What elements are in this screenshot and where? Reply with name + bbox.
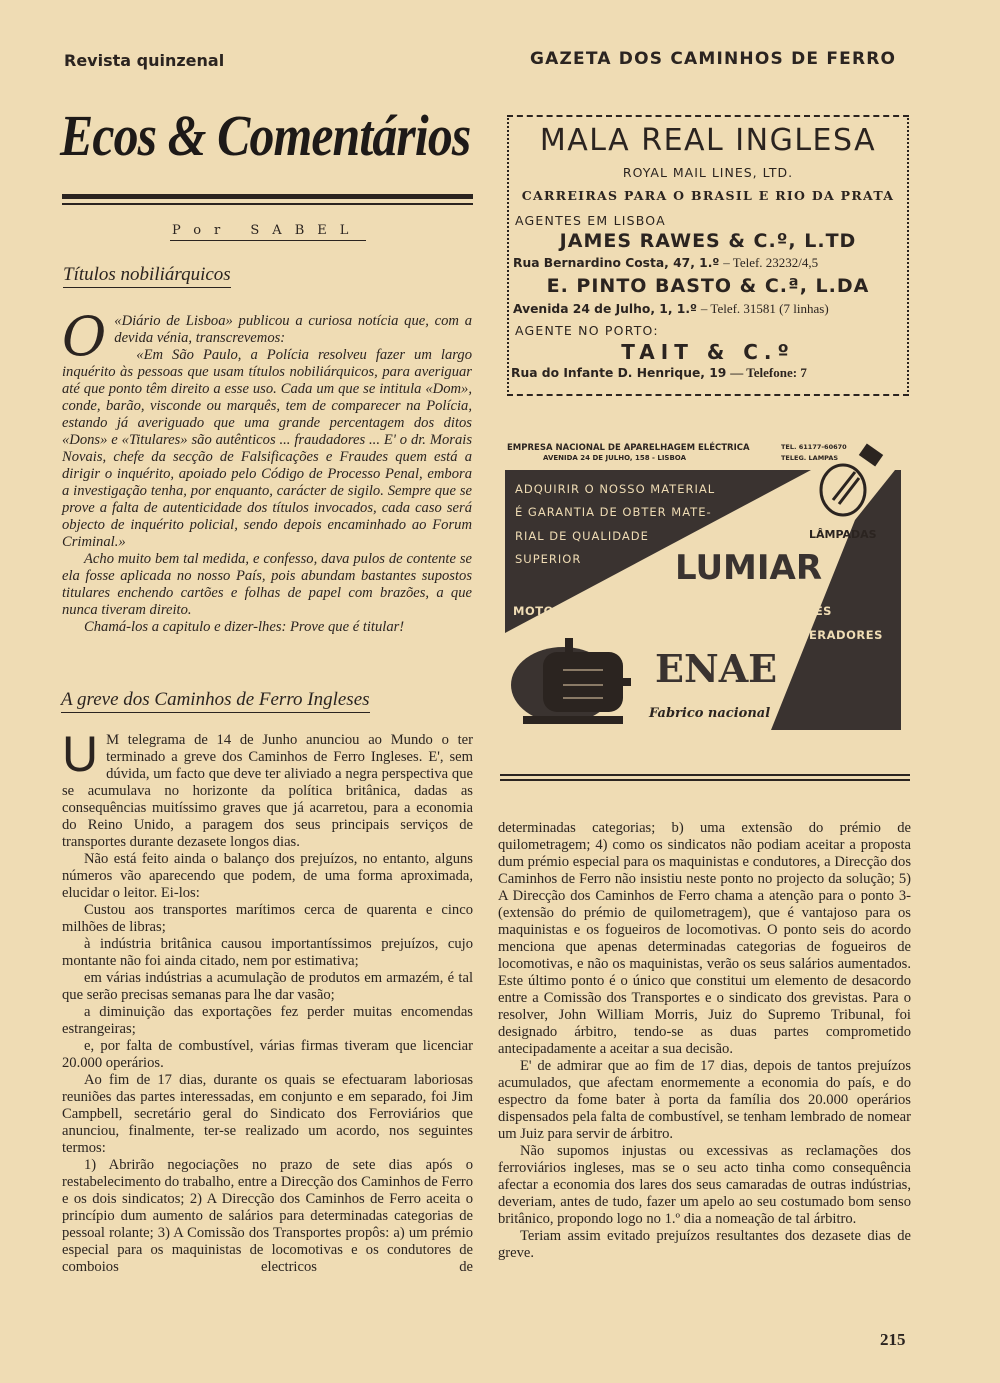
article2-body-left — [62, 726, 473, 1276]
paragraph: Não está feito ainda o balanço dos prejuízos, no entanto, alguns números vão aparecendo que podem, de uma forma aproximada, elucidar o leitor. Ei-los: — [62, 851, 473, 901]
ad-agent3: TAIT & C.º — [621, 340, 795, 364]
ad-brand-enae: ENAE — [655, 646, 778, 691]
ad-agent1-address: Rua Bernardino Costa, 47, 1.º — [513, 256, 720, 270]
ad-agent3-contact — [511, 365, 907, 381]
ad-company-address: AVENIDA 24 DE JULHO, 158 - LISBOA — [543, 454, 686, 462]
paragraph: determinadas categorias; b) uma extensão do prémio de quilometragem; 4) como os sindicatos não podiam aceitar a proposta dum prémio especial para os maquinistas e condutores, a Direcção dos Caminhos de Ferro não insistiu neste ponto no projecto da solução; 5) A Direcção dos Caminhos de Ferro chama a atenção para o ponto 3- (extensão do prémio de quilometragem), que é vantajoso para os maquinistas e os fogueiros de locomotivas. O ponto seis do acordo menciona que apenas determinadas categorias de fogueiros de locomotivas, e não os maquinistas, verão os seus salários aumentados. Este último ponto é o único que constitui um elemento de desacordo entre a Comissão dos Transportes e o sindicato dos grevistas. Para o resolver, John William Morris, Juiz do Supremo Tribunal, foi designado árbitro, tendo-se as duas partes comprometido antecipadamente a aceitar a sua decisão. — [498, 820, 911, 1057]
ad-agent2-contact — [513, 301, 907, 317]
paragraph: em várias indústrias a acumulação de produtos em armazém, é tal que serão precisas semanas para lhe dar vasão; — [62, 970, 473, 1003]
ad-slogan-line: RIAL DE QUALIDADE — [515, 529, 649, 543]
ad-lampadas: LÂMPADAS — [809, 528, 877, 541]
column-title: Ecos & Comentários — [60, 103, 471, 168]
paragraph: E' de admirar que ao fim de 17 dias, depois de tantos prejuízos acumulados, que afectam enormemente a economia do país, e do espectro da fome bater à porta da família dos 20.000 operários dispensados pela falta de combustível, se tenham lembrado de nomear um Juiz para servir de árbitro. — [498, 1058, 911, 1142]
article1-body — [62, 305, 472, 636]
title-rule-thin — [62, 203, 473, 205]
ad-tagline: Fabrico nacional — [649, 706, 771, 721]
paragraph: Acho muito bem tal medida, e confesso, dava pulos de contente se ela fosse aplicada no nosso País, pois abundam bastantes supostos titulares enchendo cartões e folhas de papel com brazões, a que nunca tiveram direito. — [62, 551, 472, 618]
ad-slogan-line: SUPERIOR — [515, 552, 582, 566]
byline-underline — [170, 240, 366, 241]
column-divider-rule — [500, 774, 910, 776]
header-magazine-title: GAZETA DOS CAMINHOS DE FERRO — [530, 49, 897, 69]
ad-enae — [503, 440, 905, 732]
ad-agent2: E. PINTO BASTO & C.ª, L.DA — [546, 275, 870, 297]
ad-mala-real-inglesa — [507, 115, 909, 396]
ad-slogan-line: ADQUIRIR O NOSSO MATERIAL — [515, 482, 716, 496]
title-rule-thick — [62, 194, 473, 199]
paragraph: Ao fim de 17 dias, durante os quais se efectuaram laboriosas reuniões das partes interessadas, em conjunto e em separado, foi Jim Campbell, secretário geral do Sindicato dos Ferroviários que anunciou, finalmente, ter-se realizado um acordo, nos seguintes termos: — [62, 1072, 473, 1156]
ad-products: MOTORES ELÉCTRICOS — TRANSFORMADORES — [513, 604, 832, 618]
ad-agent2-phone: – Telef. 31581 (7 linhas) — [700, 301, 829, 316]
ad-geradores: GERADORES — [799, 628, 883, 642]
ad-slogan-line: É GARANTIA DE OBTER MATE- — [515, 505, 712, 519]
ad-agent3-address: Rua do Infante D. Henrique, 19 — [511, 366, 727, 380]
paragraph: Teriam assim evitado prejuízos resultantes dos dezasete dias de greve. — [498, 1228, 911, 1261]
ad-agent1-phone: – Telef. 23232/4,5 — [723, 255, 819, 270]
paragraph: a diminuição das exportações fez perder muitas encomendas estrangeiras; — [62, 1004, 473, 1037]
article2-heading: A greve dos Caminhos de Ferro Ingleses — [61, 689, 370, 713]
paragraph: M telegrama de 14 de Junho anunciou ao Mundo o ter terminado a greve dos Caminhos de Ferro Ingleses. E', sem dúvida, um facto que deve ter aliviado a negra perspectiva que se acumulava no horizonte da política britânica, dadas as consequências muitíssimo graves que já acarretou, para a economia do Reino Unido, a paragem dos seus principais serviços de transportes durante dezasete longos dias. — [62, 732, 473, 850]
article1-heading: Títulos nobiliárquicos — [63, 264, 231, 288]
ad-agent2-address: Avenida 24 de Julho, 1, 1.º — [513, 302, 697, 316]
ad-agent1: JAMES RAWES & C.º, L.TD — [559, 230, 857, 252]
ad-telegram: TELEG. LAMPAS — [781, 454, 839, 462]
drop-cap: O — [62, 305, 107, 368]
electric-motor-icon — [511, 638, 631, 724]
byline: Por SABEL — [172, 223, 362, 238]
paragraph: e, por falta de combustível, várias firmas tiveram que licenciar 20.000 operários. — [62, 1038, 473, 1071]
ad-subtitle: ROYAL MAIL LINES, LTD. — [622, 165, 794, 180]
paragraph: «Diário de Lisboa» publicou a curiosa notícia que, com a devida vénia, transcrevemos: — [114, 313, 472, 346]
ad-agent3-phone: — Telefone: 7 — [730, 365, 807, 380]
drop-cap: U — [62, 726, 99, 782]
ad-agent1-contact — [513, 255, 907, 271]
paragraph: Não supomos injustas ou excessivas as reclamações dos ferroviários ingleses, mas se o seu acto tinha como consequência afectar a economia dos lares dos seus camaradas de outras indústrias, deveriam, antes de tudo, fazer um apelo ao seu costumado bom senso britânico, propondo logo no 1.º dia a nomeação de tal árbitro. — [498, 1143, 911, 1227]
ad-agent-porto-label: AGENTE NO PORTO: — [515, 323, 659, 338]
column-divider-rule — [500, 779, 910, 781]
paragraph: 1) Abrirão negociações no prazo de sete dias após o restabelecimento do trabalho, entre a Direcção dos Caminhos de Ferro e os dois sindicatos; 2) A Direcção dos Caminhos de Ferro aceita o princípio dum aumento de salários para determinadas categorias de pessoal rolante; 3) A Comissão dos Transportes propôs: a) um prémio especial para os maquinistas de locomotivas e os condutores de comboios electricos de — [62, 1157, 473, 1275]
paragraph: à indústria britânica causou importantíssimos prejuízos, cujo montante não foi ainda citado, nem por estimativa; — [62, 936, 473, 969]
ad-routes: CARREIRAS PARA O BRASIL E RIO DA PRATA — [521, 188, 895, 203]
ad-title: MALA REAL INGLESA — [539, 123, 877, 158]
ad-agents-lisbon: AGENTES EM LISBOA — [515, 213, 666, 228]
page-number: 215 — [880, 1330, 906, 1349]
ad-phone: TEL. 61177-60670 — [781, 443, 847, 451]
paragraph: «Em São Paulo, a Polícia resolveu fazer um largo inquérito às pessoas que usam títulos nobiliárquicos, para averiguar até que ponto têm direito a esse uso. Cada um que se intitula «Dom», conde, barão, visconde ou marquês, tem de comparecer na Polícia, estando já averiguado que uma grande percentagem dos ditos «Dons» e «Titulares» são autênticos ... fraudadores ... E' o dr. Morais Novais, chefe da secção de Falsificações e Fraudes quem está a dirigir o inquérito, apoiado pelo Código de Processo Penal, embora a investigação tenha, por enquanto, carácter de sigilo. Sempre que se prove a falta de autenticidade dos títulos invocados, cada caso será objecto de inquérito policial, sendo depois encaminhado ao Forum Criminal.» — [62, 347, 472, 550]
paragraph: Custou aos transportes marítimos cerca de quarenta e cinco milhões de libras; — [62, 902, 473, 935]
ad-brand-lumiar: LUMIAR — [675, 548, 823, 588]
ad-company-name: EMPRESA NACIONAL DE APARELHAGEM ELÉCTRICA — [507, 443, 750, 453]
header-publication-frequency: Revista quinzenal — [64, 51, 225, 70]
article2-body-right — [498, 820, 911, 1262]
paragraph: Chamá-los a capitulo e dizer-lhes: Prove que é titular! — [84, 619, 405, 635]
